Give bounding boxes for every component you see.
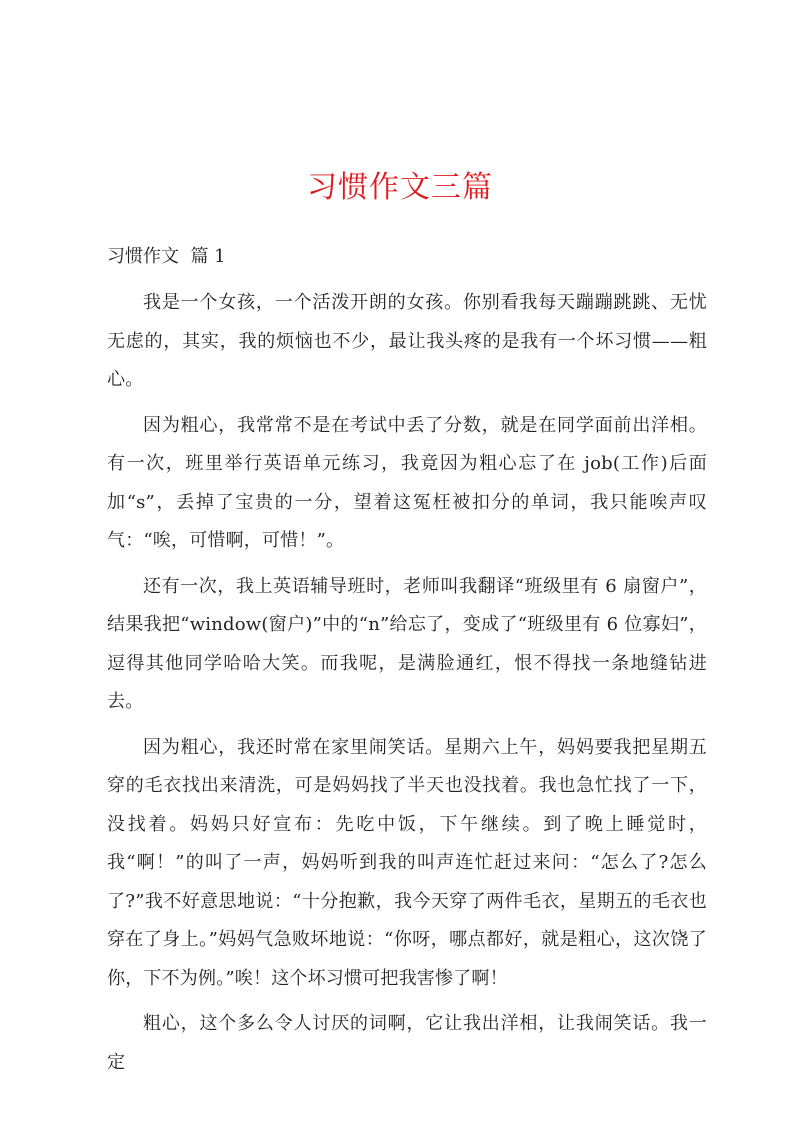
paragraph: 因为粗心，我常常不是在考试中丢了分数，就是在同学面前出洋相。有一次，班里举行英语单元练习，我竟因为粗心忘了在 job(工作)后面加“s”，丢掉了宝贵的一分，望着这冤枉被扣分的单词，我只能唉声叹气：“唉，可惜啊，可惜！”。 xyxy=(107,414,707,551)
paragraph: 因为粗心，我还时常在家里闹笑话。星期六上午，妈妈要我把星期五穿的毛衣找出来清洗，可是妈妈找了半天也没找着。我也急忙找了一下，没找着。妈妈只好宣布：先吃中饭，下午继续。到了晚上睡觉时，我“啊！”的叫了一声，妈妈听到我的叫声连忙赶过来问：“怎么了?怎么了?”我不好意思地说：“十分抱歉，我今天穿了两件毛衣，星期五的毛衣也穿在了身上。”妈妈气急败坏地说：“你呀，哪点都好，就是粗心，这次饶了你，下不为例。”唉！这个坏习惯可把我害惨了啊！ xyxy=(107,736,707,989)
paragraph: 粗心，这个多么令人讨厌的词啊，它让我出洋相，让我闹笑话。我一定 xyxy=(107,1013,707,1073)
section-heading: 习惯作文 篇 1 xyxy=(107,246,226,267)
paragraph: 还有一次，我上英语辅导班时，老师叫我翻译“班级里有 6 扇窗户”，结果我把“window(窗户)”中的“n”给忘了，变成了“班级里有 6 位寡妇”，逗得其他同学哈哈大笑。而我呢，是满脸通红，恨不得找一条地缝钻进去。 xyxy=(107,575,707,712)
paragraph: 我是一个女孩，一个活泼开朗的女孩。你别看我每天蹦蹦跳跳、无忧无虑的，其实，我的烦恼也不少，最让我头疼的是我有一个坏习惯——粗心。 xyxy=(107,292,707,390)
body-text xyxy=(107,284,707,1089)
document-title: 习惯作文三篇 xyxy=(307,170,493,205)
